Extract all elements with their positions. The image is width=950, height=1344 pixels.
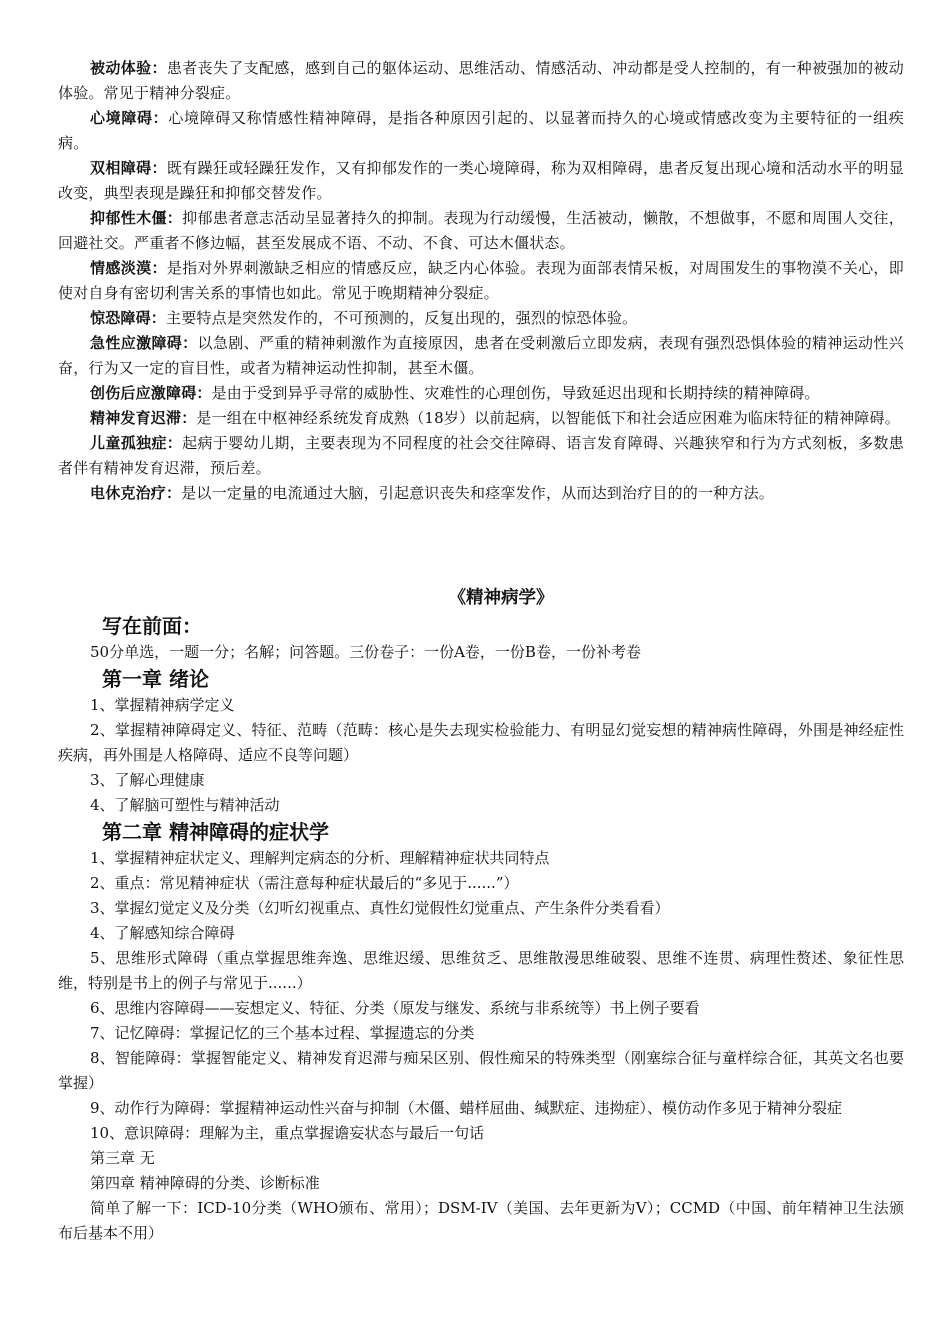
definition-text: 是指对外界刺激缺乏相应的情感反应，缺乏内心体验。表现为面部表情呆板，对周围发生的事物漠不关心，即使对自身有密切利害关系的事情也如此。常见于晚期精神分裂症。 xyxy=(58,259,904,302)
document-title: 《精神病学》 xyxy=(448,588,554,608)
definition-term: 心境障碍： xyxy=(90,109,169,127)
definition-text: 以急剧、严重的精神刺激作为直接原因，患者在受刺激后立即发病，表现有强烈恐惧体验的精神运动性兴奋，行为又一定的盲目性，或者为精神运动性抑制，甚至木僵。 xyxy=(58,334,904,377)
list-item: 3、了解心理健康 xyxy=(90,771,205,789)
list-item: 1、掌握精神病学定义 xyxy=(90,696,235,714)
definition-text: 患者丧失了支配感，感到自己的躯体运动、思维活动、情感活动、冲动都是受人控制的，有一种被强加的被动体验。常见于精神分裂症。 xyxy=(58,59,904,102)
definition-term: 双相障碍： xyxy=(90,159,167,177)
document-page xyxy=(58,56,904,1246)
definition-paragraph xyxy=(58,406,904,431)
definition-paragraph xyxy=(58,306,904,331)
chapter-3-heading: 第三章 无 xyxy=(90,1149,155,1167)
definitions-section xyxy=(58,56,904,506)
chapter-1-heading: 第一章 绪论 xyxy=(102,667,209,691)
definition-paragraph xyxy=(58,56,904,106)
definition-paragraph xyxy=(58,331,904,381)
definition-term: 儿童孤独症： xyxy=(90,434,183,452)
definition-paragraph xyxy=(58,156,904,206)
definition-text: 心境障碍又称情感性精神障碍，是指各种原因引起的、以显著而持久的心境或情感改变为主要特征的一组疾病。 xyxy=(58,109,904,152)
definition-text: 是以一定量的电流通过大脑，引起意识丧失和痉挛发作，从而达到治疗目的的一种方法。 xyxy=(181,484,775,502)
definition-text: 起病于婴幼儿期，主要表现为不同程度的社会交往障碍、语言发育障碍、兴趣狭窄和行为方式刻板，多数患者伴有精神发育迟滞，预后差。 xyxy=(58,434,904,477)
definition-paragraph xyxy=(58,256,904,306)
list-item: 1、掌握精神症状定义、理解判定病态的分析、理解精神症状共同特点 xyxy=(90,849,550,867)
list-item: 3、掌握幻觉定义及分类（幻听幻视重点、真性幻觉假性幻觉重点、产生条件分类看看） xyxy=(90,899,670,917)
list-item: 4、了解感知综合障碍 xyxy=(90,924,235,942)
list-item: 6、思维内容障碍——妄想定义、特征、分类（原发与继发、系统与非系统等）书上例子要看 xyxy=(90,999,700,1017)
chapter-4-text: 简单了解一下：ICD-10分类（WHO颁布、常用）；DSM-IV（美国、去年更新为V）；CCMD（中国、前年精神卫生法颁布后基本不用） xyxy=(58,1199,904,1242)
definition-text: 是由于受到异乎寻常的威胁性、灾难性的心理创伤，导致延迟出现和长期持续的精神障碍。 xyxy=(211,384,820,402)
definition-paragraph xyxy=(58,106,904,156)
definition-term: 情感淡漠： xyxy=(90,259,167,277)
list-item: 2、重点：常见精神症状（需注意每种症状最后的“多见于......”） xyxy=(90,874,519,892)
definition-text: 抑郁患者意志活动呈显著持久的抑制。表现为行动缓慢，生活被动，懒散，不想做事，不愿和周围人交往，回避社交。严重者不修边幅，甚至发展成不语、不动、不食、可达木僵状态。 xyxy=(58,209,904,252)
list-item: 4、了解脑可塑性与精神活动 xyxy=(90,796,280,814)
definition-paragraph xyxy=(58,206,904,256)
chapter-2-heading: 第二章 精神障碍的症状学 xyxy=(102,820,329,844)
list-item: 2、掌握精神障碍定义、特征、范畴（范畴：核心是失去现实检验能力、有明显幻觉妄想的精神病性障碍，外围是神经症性疾病，再外围是人格障碍、适应不良等问题） xyxy=(58,721,904,764)
definition-paragraph xyxy=(58,431,904,481)
chapter-4-heading: 第四章 精神障碍的分类、诊断标准 xyxy=(90,1174,320,1192)
definition-paragraph xyxy=(58,481,904,506)
preface-heading: 写在前面： xyxy=(102,614,202,638)
definition-term: 抑郁性木僵： xyxy=(90,209,183,227)
list-item: 7、记忆障碍：掌握记忆的三个基本过程、掌握遗忘的分类 xyxy=(90,1024,475,1042)
definition-term: 精神发育迟滞： xyxy=(90,409,197,427)
list-item: 8、智能障碍：掌握智能定义、精神发育迟滞与痴呆区别、假性痴呆的特殊类型（刚塞综合征与童样综合征，其英文名也要掌握） xyxy=(58,1049,904,1092)
definition-term: 惊恐障碍： xyxy=(90,309,167,327)
list-item: 5、思维形式障碍（重点掌握思维奔逸、思维迟缓、思维贫乏、思维散漫思维破裂、思维不连贯、病理性赘述、象征性思维，特别是书上的例子与常见于......） xyxy=(58,949,904,992)
definition-term: 被动体验： xyxy=(90,59,167,77)
definition-text: 主要特点是突然发作的，不可预测的，反复出现的，强烈的惊恐体验。 xyxy=(166,309,638,327)
definition-term: 急性应激障碍： xyxy=(90,334,198,352)
definition-text: 是一组在中枢神经系统发育成熟（18岁）以前起病，以智能低下和社会适应困难为临床特征的精神障碍。 xyxy=(196,409,900,427)
list-item: 9、动作行为障碍：掌握精神运动性兴奋与抑制（木僵、蜡样屈曲、缄默症、违拗症）、模仿动作多见于精神分裂症 xyxy=(90,1099,843,1117)
preface-text: 50分单选，一题一分；名解；问答题。三份卷子：一份A卷，一份B卷，一份补考卷 xyxy=(90,643,641,661)
definition-paragraph xyxy=(58,381,904,406)
definition-term: 创伤后应激障碍： xyxy=(90,384,212,402)
list-item: 10、意识障碍：理解为主，重点掌握谵妄状态与最后一句话 xyxy=(90,1124,485,1142)
definition-term: 电休克治疗： xyxy=(90,484,182,502)
definition-text: 既有躁狂或轻躁狂发作，又有抑郁发作的一类心境障碍，称为双相障碍，患者反复出现心境和活动水平的明显改变，典型表现是躁狂和抑郁交替发作。 xyxy=(58,159,904,202)
